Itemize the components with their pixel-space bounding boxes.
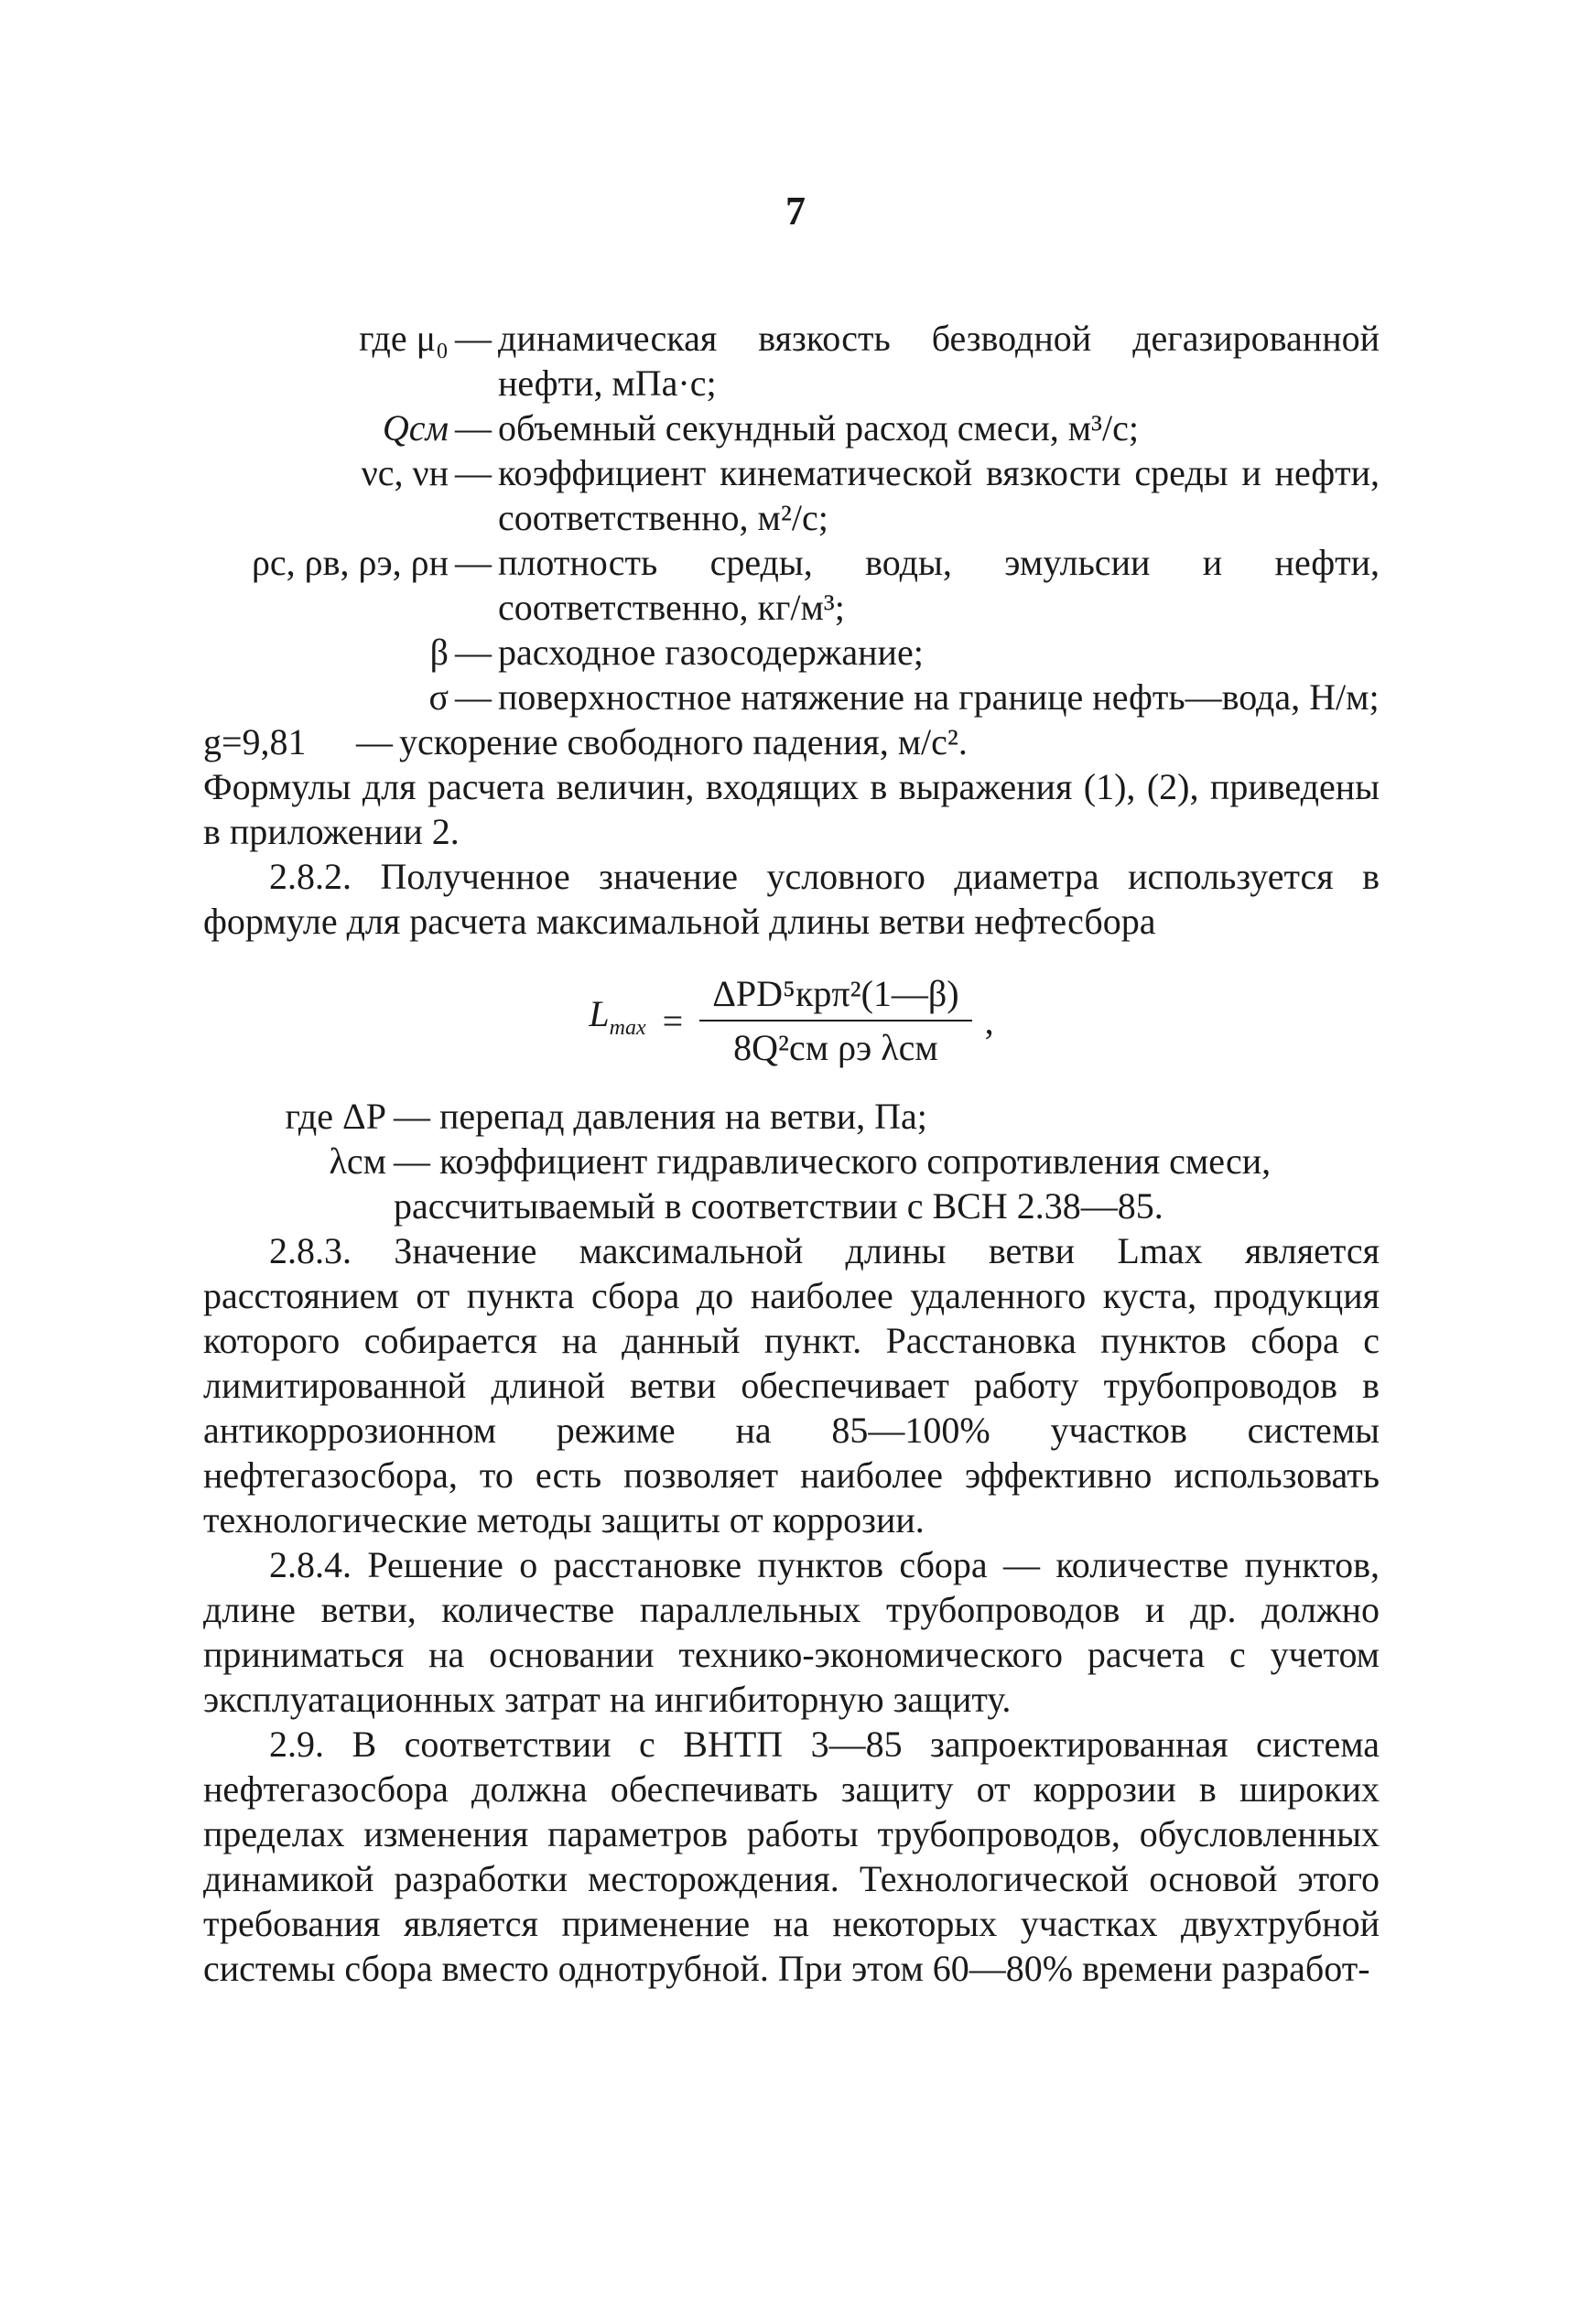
document-body	[203, 316, 1380, 1991]
paragraph-2-8-3: 2.8.3. Значение максимальной длины ветви Lmax является расстоянием от пункта сбора до наиболее удаленного куста, продукция которого собирается на данный пункт. Расстановка пунктов сбора с лимитированной длиной ветви обеспечивает работу трубопроводов в антикоррозионном режиме на 85—100% участков системы нефтегазосбора, то есть позволяет наиболее эффективно использовать технологические методы защиты от коррозии.	[203, 1230, 1380, 1540]
definition-dash: —	[455, 632, 492, 673]
where-symbol: где ΔP	[285, 1096, 386, 1137]
paragraph-formulas-note: Формулы для расчета величин, входящих в выражения (1), (2), приведены в приложении 2.	[203, 766, 1380, 852]
definition-symbol: σ	[428, 676, 449, 718]
definition-dash: —	[455, 676, 492, 718]
formula-lhs-subscript: max	[609, 1015, 646, 1040]
definition-text: коэффициент кинематической вязкости среды и нефти, соответственно, м²/с;	[498, 452, 1380, 538]
formula-lmax	[203, 951, 1380, 1090]
definition-symbol: g=9,81	[203, 721, 307, 762]
formula-equals: =	[662, 1000, 684, 1042]
definition-text: объемный секундный расход смеси, м³/с;	[498, 407, 1140, 449]
definition-text: поверхностное натяжение на границе нефть—вода, Н/м;	[498, 676, 1380, 718]
where-list	[203, 1094, 1380, 1228]
definition-dash: —	[455, 542, 492, 583]
definition-row	[203, 450, 1380, 540]
definition-dash: —	[455, 452, 492, 493]
definition-dash: —	[455, 318, 492, 359]
definition-text: динамическая вязкость безводной дегазированной нефти, мПа·с;	[498, 318, 1380, 404]
definition-text: плотность среды, воды, эмульсии и нефти, соответственно, кг/м³;	[498, 542, 1380, 628]
definition-row	[203, 719, 1380, 764]
where-row	[203, 1094, 1380, 1139]
definition-symbol: Qсм	[382, 407, 449, 449]
formula-fraction	[699, 971, 971, 1070]
definition-dash: —	[356, 721, 393, 762]
where-continuation: рассчитываемый в соответствии с ВСН 2.38—85.	[394, 1185, 1163, 1227]
definition-row	[203, 675, 1380, 719]
definition-symbol: ρс, ρв, ρэ, ρн	[251, 542, 449, 583]
definition-text: ускорение свободного падения, м/с².	[399, 721, 968, 762]
definition-row	[203, 405, 1380, 450]
where-symbol: λсм	[329, 1140, 386, 1182]
formula-lhs-symbol: L	[589, 992, 610, 1034]
formula-trail: ,	[984, 1000, 994, 1042]
definition-row	[203, 316, 1380, 405]
definition-symbol: где μ₀	[359, 318, 449, 359]
where-text: — перепад давления на ветви, Па;	[394, 1096, 927, 1137]
formula-lhs	[589, 991, 645, 1051]
definition-symbol: β	[429, 632, 449, 673]
definition-row	[203, 540, 1380, 630]
page-number: 7	[785, 189, 806, 233]
formula-denominator: 8Q²см ρэ λсм	[733, 1027, 938, 1068]
definitions-list	[203, 316, 1380, 764]
definition-symbol: νс, νн	[361, 452, 449, 493]
definition-row	[203, 630, 1380, 675]
paragraph-2-8-4: 2.8.4. Решение о расстановке пунктов сбора — количестве пунктов, длине ветви, количестве параллельных трубопроводов и др. должно приниматься на основании технико-экономического расчета с учетом эксплуатационных затрат на ингибиторную защиту.	[203, 1544, 1380, 1720]
definition-text: расходное газосодержание;	[498, 632, 924, 673]
where-row	[203, 1139, 1380, 1184]
definition-dash: —	[455, 407, 492, 449]
where-text: — коэффициент гидравлического сопротивления смеси,	[394, 1140, 1272, 1182]
formula-numerator: ΔPD⁵крπ²(1—β)	[699, 971, 971, 1021]
paragraph-2-9: 2.9. В соответствии с ВНТП 3—85 запроектированная система нефтегазосбора должна обеспечивать защиту от коррозии в широких пределах изменения параметров работы трубопроводов, обусловленных динамикой разработки месторождения. Технологической основой этого требования является применение на некоторых участках двухтрубной системы сбора вместо однотрубной. При этом 60—80% времени разработ-	[203, 1724, 1380, 1989]
paragraph-2-8-2: 2.8.2. Полученное значение условного диаметра используется в формуле для расчета максимальной длины ветви нефтесбора	[203, 856, 1380, 942]
